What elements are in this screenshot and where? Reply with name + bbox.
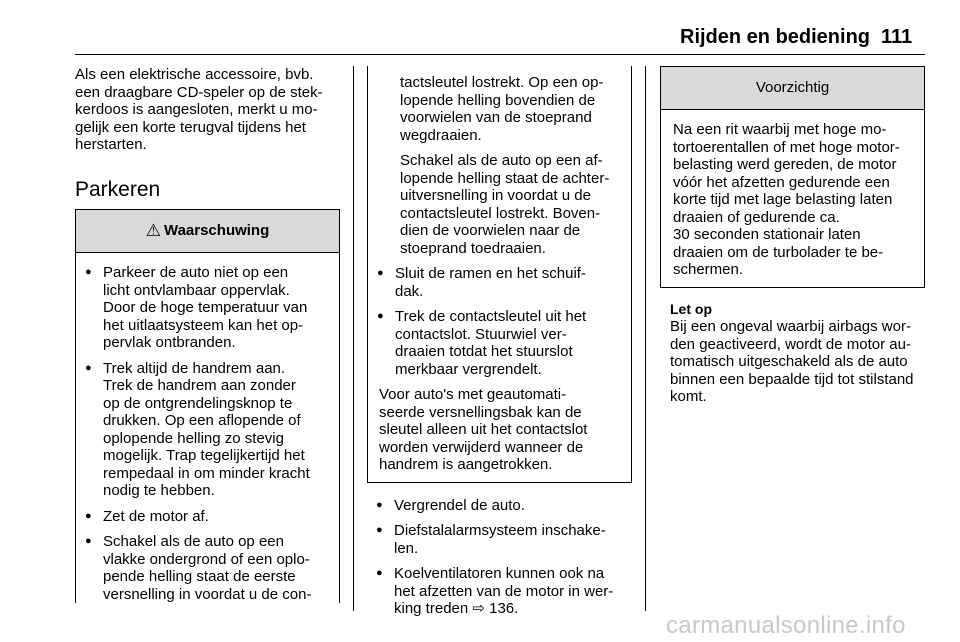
warning-box — [75, 209, 340, 603]
text-line: een draagbare CD-speler op de stek- — [75, 83, 323, 101]
warning-bullet: ● Trek altijd de handrem aan. Trek de handrem aan zonder op de ontgrendelingsknop te drukken. Op een aflopende of oplopende helling zo stevig mogelijk. Trap tegelijkertijd het rempedaal in om minder kracht nodig te hebben. — [82, 360, 333, 500]
warning-box-continued — [367, 66, 632, 483]
box-note: Voor auto's met geautomati- seerde versnellingsbak kan de sleutel alleen uit het contactslot worden verwijderd wanneer de handrem is aangetrokken. — [379, 386, 588, 473]
note-title: Let op — [670, 300, 712, 317]
parking-steps — [367, 497, 632, 618]
intro-paragraph — [75, 66, 340, 154]
page-number: 111 — [881, 26, 913, 48]
column-3 — [660, 66, 925, 406]
warning-body — [76, 253, 339, 603]
header-title: Rijden en bediening — [680, 26, 871, 48]
text-line: Als een elektrische accessoire, bvb. — [75, 66, 314, 83]
note-section — [660, 301, 925, 406]
text-line: gelijk een korte terugval tijdens het — [75, 118, 306, 136]
caution-header: Voorzichtig — [661, 67, 924, 110]
text-line: kerdoos is aangesloten, merkt u mo- — [75, 101, 318, 118]
warning-title: Waarschuwing — [163, 222, 270, 240]
column-1 — [75, 66, 340, 603]
list-item: ● Vergrendel de auto. — [373, 497, 626, 515]
column-divider-2 — [645, 66, 646, 611]
warning-bullet: ● Schakel als de auto op een vlakke ondergrond of een oplo- pende helling staat de eerste versnelling in voordat u de con- — [82, 533, 333, 603]
list-item: ● Koelventilatoren kunnen ook na het afzetten van de motor in wer- king treden ⇨ 136. — [373, 565, 626, 618]
box-paragraph: Schakel als de auto op een af- lopende helling staat de achter- uitversnelling in voordat u de contactsleutel lostrekt. Boven- dien de voorwielen naar de stoeprand toedraaien. — [400, 152, 610, 257]
box-bullet: ● Trek de contactsleutel uit het contactslot. Stuurwiel ver- draaien totdat het stuurslot merkbaar vergrendelt. — [374, 308, 625, 378]
column-2 — [367, 66, 632, 618]
section-heading: Parkeren — [75, 177, 161, 201]
header-rule — [75, 54, 925, 55]
warning-header — [76, 210, 339, 253]
caution-text: Na een rit waarbij met hoge mo- tortoerentallen of met hoge motor- belasting werd gereden, de motor vóór het afzetten gedurende een korte tijd met lage belasting laten draaien of gedurende ca. 30 seconden stationair laten draaien om de turbolader te be- schermen. — [673, 121, 900, 278]
continued-paragraph: tactsleutel lostrekt. Op een op- lopende helling bovendien de voorwielen van de stoeprand wegdraaien. — [400, 74, 604, 144]
warning-triangle-icon: ⚠ — [145, 221, 161, 241]
column-divider-1 — [353, 66, 354, 611]
warning-bullet: ● Zet de motor af. — [82, 508, 333, 526]
list-item: ● Diefstalalarmsysteem inschake- len. — [373, 522, 626, 557]
caution-box — [660, 66, 925, 288]
warning-bullet: ● Parkeer de auto niet op een licht ontvlambaar oppervlak. Door de hoge temperatuur van het uitlaatsysteem kan het op- pervlak ontbranden. — [82, 264, 333, 352]
box-bullet: ● Sluit de ramen en het schuif- dak. — [374, 265, 625, 300]
note-text: Bij een ongeval waarbij airbags wor- den geactiveerd, wordt de motor au- tomatisch uitgeschakeld als de auto binnen een bepaalde tijd tot stilstand komt. — [670, 318, 914, 405]
watermark: carmanualsonline.info — [666, 612, 906, 639]
text-line: herstarten. — [75, 136, 147, 153]
